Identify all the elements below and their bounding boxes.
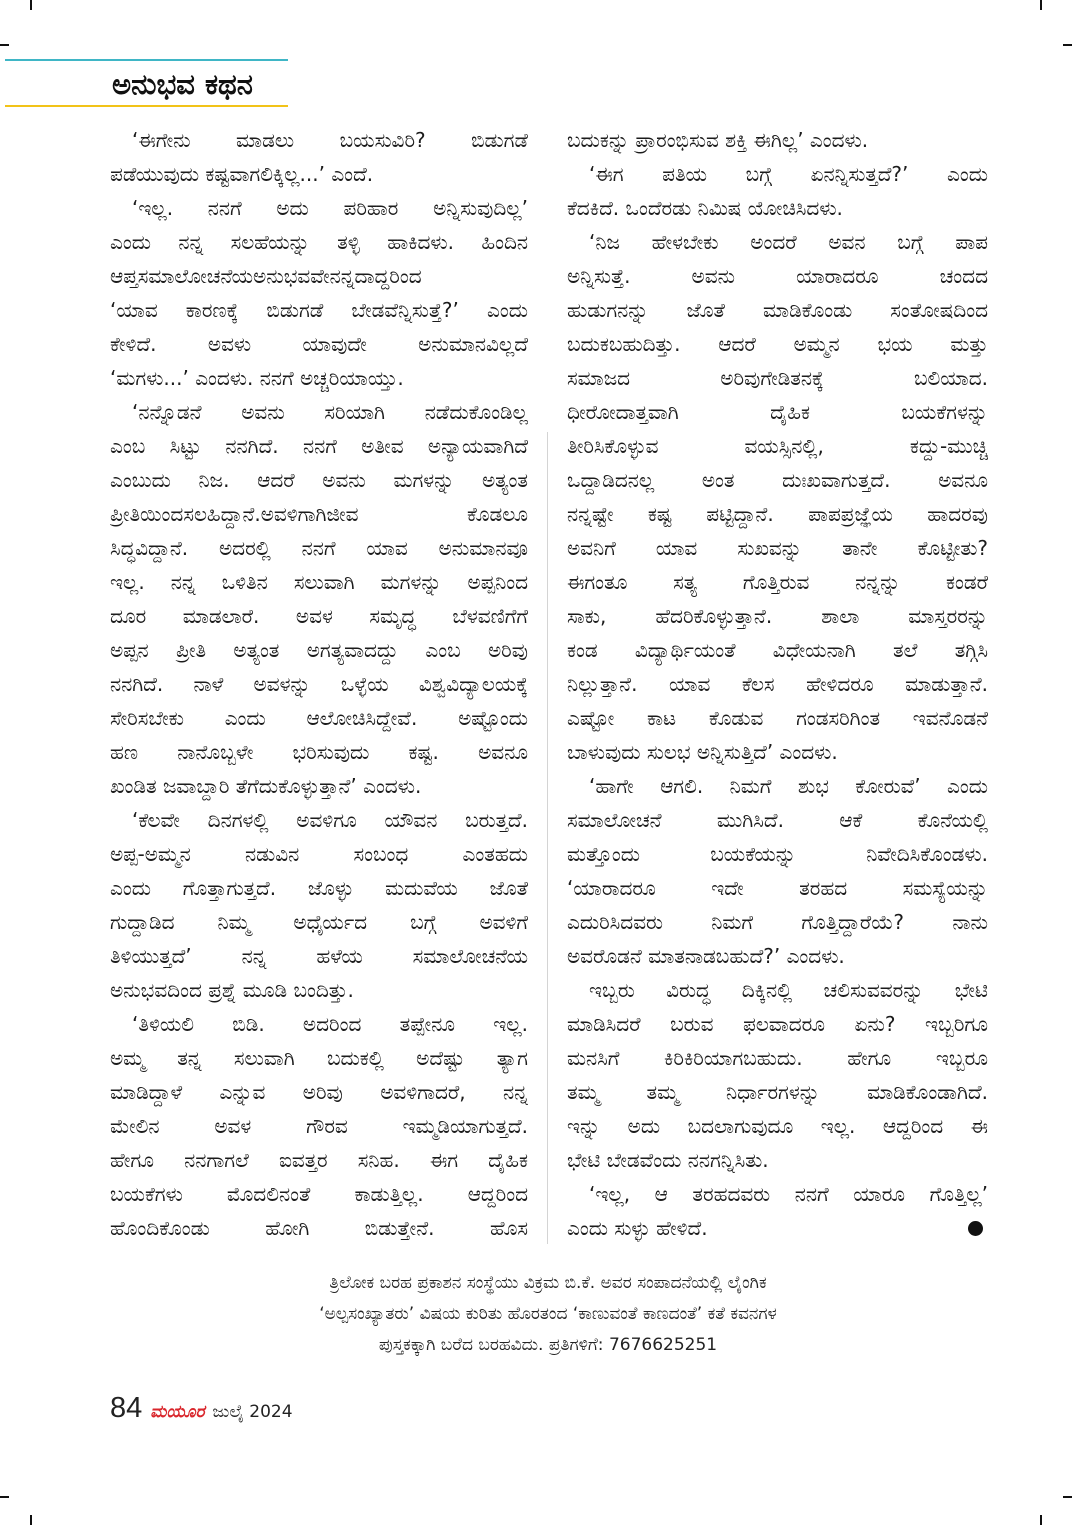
text-line: ಕಂಡ ವಿದ್ಯಾರ್ಥಿಯಂತೆ ವಿಧೇಯನಾಗಿ ತಲೆ ತಗ್ಗಿಸಿ xyxy=(567,638,988,662)
text-line: ಪ್ರೀತಿಯಿಂದಸಲಹಿದ್ದಾನೆ.ಅವಳಿಗಾಗಿಜೀವ ಕೊಡಲೂ xyxy=(110,502,528,526)
text-line: ಇಬ್ಬರು ವಿರುದ್ಧ ದಿಕ್ಕಿನಲ್ಲಿ ಚಲಿಸುವವರನ್ನು ಭೇಟಿ xyxy=(589,978,988,1002)
text-line: ಆಪ್ತಸಮಾಲೋಚನೆಯಅನುಭವವೇನನ್ನದಾದ್ದರಿಂದ xyxy=(110,264,422,288)
header-rule-top xyxy=(5,59,288,61)
text-line: ‘ಇಲ್ಲ. ನನಗೆ ಅದು ಪರಿಹಾರ ಅನ್ನಿಸುವುದಿಲ್ಲ’ xyxy=(132,196,528,220)
text-line: ಹಣ ನಾನೊಬ್ಬಳೇ ಭರಿಸುವುದು ಕಷ್ಟ. ಅವನೂ xyxy=(110,740,528,764)
paragraph xyxy=(567,225,988,769)
paragraph xyxy=(110,123,528,191)
text-line: ಸಾಕು, ಹೆದರಿಕೊಳ್ಳುತ್ತಾನೆ. ಶಾಲಾ ಮಾಸ್ತರರನ್ನು xyxy=(567,604,988,628)
end-of-article-mark xyxy=(968,1221,983,1236)
text-line: ‘ಈಗ ಪತಿಯ ಬಗ್ಗೆ ಏನನ್ನಿಸುತ್ತದೆ?’ ಎಂದು xyxy=(589,162,988,186)
text-line: ಎಂಬ ಸಿಟ್ಟು ನನಗಿದೆ. ನನಗೆ ಅತೀವ ಅನ್ಯಾಯವಾಗಿದೆ xyxy=(110,434,528,458)
text-line: ಹುಡುಗನನ್ನು ಜೊತೆ ಮಾಡಿಕೊಂಡು ಸಂತೋಷದಿಂದ xyxy=(567,298,988,322)
paragraph xyxy=(567,769,988,973)
text-line: ಎಂಬುದು ನಿಜ. ಆದರೆ ಅವನು ಮಗಳನ್ನು ಅತ್ಯಂತ xyxy=(110,468,528,492)
text-line: ಎಂದು ಗೊತ್ತಾಗುತ್ತದೆ. ಜೊಳ್ಳು ಮದುವೆಯ ಜೊತೆ xyxy=(110,876,528,900)
text-line: ಸೇರಿಸಬೇಕು ಎಂದು ಆಲೋಚಿಸಿದ್ದೇವೆ. ಅಷ್ಟೊಂದು xyxy=(110,706,528,730)
text-line: ‘ಈಗೇನು ಮಾಡಲು ಬಯಸುವಿರಿ? ಬಿಡುಗಡೆ xyxy=(132,128,528,152)
text-line: ‘ಮಗಳು...’ ಎಂದಳು. ನನಗೆ ಅಚ್ಚರಿಯಾಯ್ತು. xyxy=(110,366,404,390)
paragraph xyxy=(110,1007,528,1245)
text-line: ನನ್ನಷ್ಟೇ ಕಷ್ಟ ಪಟ್ಟಿದ್ದಾನೆ. ಪಾಪಪ್ರಜ್ಞೆಯ ಹಾದರವು xyxy=(567,502,988,526)
text-line: ನನಗಿದೆ. ನಾಳೆ ಅವಳನ್ನು ಒಳ್ಳೆಯ ವಿಶ್ವವಿದ್ಯಾಲಯಕ್ಕೆ xyxy=(110,672,528,696)
text-line: ಬಾಳುವುದು ಸುಲಭ ಅನ್ನಿಸುತ್ತಿದೆ’ ಎಂದಳು. xyxy=(567,740,838,764)
paragraph xyxy=(110,395,528,803)
source-note-line: ತ್ರಿಲೋಕ ಬರಹ ಪ್ರಕಾಶನ ಸಂಸ್ಥೆಯು ವಿಕ್ರಮ ಬಿ.ಕೆ. ಅವರ ಸಂಪಾದನೆಯಲ್ಲಿ ಲೈಂಗಿಕ xyxy=(329,1273,767,1293)
text-line: ಎಂದು ನನ್ನ ಸಲಹೆಯನ್ನು ತಳ್ಳಿ ಹಾಕಿದಳು. ಹಿಂದಿನ xyxy=(110,230,528,254)
text-line: ಖಂಡಿತ ಜವಾಬ್ದಾರಿ ತೆಗೆದುಕೊಳ್ಳುತ್ತಾನೆ’ ಎಂದಳು. xyxy=(110,774,422,798)
text-line: ಸಿದ್ಧವಿದ್ದಾನೆ. ಅದರಲ್ಲಿ ನನಗೆ ಯಾವ ಅನುಮಾನವೂ xyxy=(110,536,528,560)
text-line: ‘ಕೆಲವೇ ದಿನಗಳಲ್ಲಿ ಅವಳಿಗೂ ಯೌವನ ಬರುತ್ತದೆ. xyxy=(132,808,528,832)
crop-mark xyxy=(1063,44,1072,46)
text-line: ಮಾಡಿದ್ದಾಳೆ ಎನ್ನುವ ಅರಿವು ಅವಳಿಗಾದರೆ, ನನ್ನ xyxy=(110,1080,528,1104)
crop-mark xyxy=(0,44,9,46)
crop-mark xyxy=(1040,1515,1042,1525)
text-line: ಕೆದಕಿದೆ. ಒಂದೆರಡು ನಿಮಿಷ ಯೋಚಿಸಿದಳು. xyxy=(567,196,843,220)
text-line: ಈಗಂತೂ ಸತ್ಯ ಗೊತ್ತಿರುವ ನನ್ನನ್ನು ಕಂಡರೆ xyxy=(567,570,988,594)
text-line: ಅವನಿಗೆ ಯಾವ ಸುಖವನ್ನು ತಾನೇ ಕೊಟ್ಟೀತು? xyxy=(567,536,988,560)
text-line: ಗುದ್ದಾಡಿದ ನಿಮ್ಮ ಅಧೈರ್ಯದ ಬಗ್ಗೆ ಅವಳಿಗೆ xyxy=(110,910,528,934)
text-line: ಹೊಂದಿಕೊಂಡು ಹೋಗಿ ಬಿಡುತ್ತೇನೆ. ಹೊಸ xyxy=(110,1216,528,1240)
text-line: ಎಂದು ಸುಳ್ಳು ಹೇಳಿದೆ. xyxy=(567,1216,708,1240)
text-line: ಅಪ್ಪ-ಅಮ್ಮನ ನಡುವಿನ ಸಂಬಂಧ ಎಂತಹದು xyxy=(110,842,528,866)
crop-mark xyxy=(1040,0,1042,10)
source-note xyxy=(112,1268,984,1361)
issue-date: ಜುಲೈ 2024 xyxy=(212,1402,293,1422)
text-line: ಅಪ್ಪನ ಪ್ರೀತಿ ಅತ್ಯಂತ ಅಗತ್ಯವಾದದ್ದು ಎಂಬ ಅರಿವು xyxy=(110,638,528,662)
crop-mark xyxy=(30,1515,32,1525)
text-line: ದೂರ ಮಾಡಲಾರೆ. ಅವಳ ಸಮೃದ್ಧ ಬೆಳವಣಿಗೆಗೆ xyxy=(110,604,528,628)
column-divider xyxy=(547,432,548,1244)
text-line: ಒದ್ದಾಡಿದನಲ್ಲ ಅಂತ ದುಃಖವಾಗುತ್ತದೆ. ಅವನೂ xyxy=(567,468,988,492)
text-line: ಮಾಡಿಸಿದರೆ ಬರುವ ಫಲವಾದರೂ ಏನು? ಇಬ್ಬರಿಗೂ xyxy=(567,1012,988,1036)
text-line: ಇಲ್ಲ. ನನ್ನ ಒಳಿತಿನ ಸಲುವಾಗಿ ಮಗಳನ್ನು ಅಪ್ಪನಿಂದ xyxy=(110,570,528,594)
article-right-column xyxy=(567,123,988,1247)
text-line: ಅಮ್ಮ ತನ್ನ ಸಲುವಾಗಿ ಬದುಕಲ್ಲಿ ಅದೆಷ್ಟು ತ್ಯಾಗ xyxy=(110,1046,528,1070)
crop-mark xyxy=(0,1496,9,1498)
text-line: ಮನಸಿಗೆ ಕಿರಿಕಿರಿಯಾಗಬಹುದು. ಹೇಗೂ ಇಬ್ಬರೂ xyxy=(567,1046,988,1070)
text-line: ಕೇಳಿದೆ. ಅವಳು ಯಾವುದೇ ಅನುಮಾನವಿಲ್ಲದೆ xyxy=(110,332,528,356)
text-line: ‘ತಿಳಿಯಲಿ ಬಿಡಿ. ಅದರಿಂದ ತಪ್ಪೇನೂ ಇಲ್ಲ. xyxy=(132,1012,528,1036)
text-line: ‘ನನ್ನೊಡನೆ ಅವನು ಸರಿಯಾಗಿ ನಡೆದುಕೊಂಡಿಲ್ಲ xyxy=(132,400,528,424)
paragraph xyxy=(567,123,988,157)
text-line: ಎದುರಿಸಿದವರು ನಿಮಗೆ ಗೊತ್ತಿದ್ದಾರೆಯೆ? ನಾನು xyxy=(567,910,988,934)
text-line: ಅವರೊಡನೆ ಮಾತನಾಡಬಹುದೆ?’ ಎಂದಳು. xyxy=(567,944,845,968)
section-title: ಅನುಭವ ಕಥನ xyxy=(112,67,253,101)
text-line: ನಿಲ್ಲುತ್ತಾನೆ. ಯಾವ ಕೆಲಸ ಹೇಳಿದರೂ ಮಾಡುತ್ತಾನೆ. xyxy=(567,672,988,696)
text-line: ಬಯಕೆಗಳು ಮೊದಲಿನಂತೆ ಕಾಡುತ್ತಿಲ್ಲ. ಆದ್ದರಿಂದ xyxy=(110,1182,528,1206)
source-note-line: ‘ಅಲ್ಪಸಂಖ್ಯಾತರು’ ವಿಷಯ ಕುರಿತು ಹೊರತಂದ ‘ಕಾಣುವಂತೆ ಕಾಣದಂತೆ’ ಕತೆ ಕವನಗಳ xyxy=(319,1304,777,1324)
paragraph xyxy=(567,973,988,1177)
article-left-column xyxy=(110,123,528,1247)
text-line: ‘ಹಾಗೇ ಆಗಲಿ. ನಿಮಗೆ ಶುಭ ಕೋರುವೆ’ ಎಂದು xyxy=(589,774,988,798)
paragraph xyxy=(567,157,988,225)
text-line: ‘ಯಾರಾದರೂ ಇದೇ ತರಹದ ಸಮಸ್ಯೆಯನ್ನು xyxy=(567,876,988,900)
text-line: ಹೇಗೂ ನನಗಾಗಲೆ ಐವತ್ತರ ಸನಿಹ. ಈಗ ದೈಹಿಕ xyxy=(110,1148,528,1172)
text-line: ಭೇಟಿ ಬೇಡವೆಂದು ನನಗನ್ನಿಸಿತು. xyxy=(567,1148,769,1172)
header-rule-bottom xyxy=(5,105,288,107)
text-line: ಅನುಭವದಿಂದ ಪ್ರಶ್ನೆ ಮೂಡಿ ಬಂದಿತ್ತು. xyxy=(110,978,354,1002)
magazine-logo: ಮಯೂರ xyxy=(150,1402,205,1422)
paragraph xyxy=(110,191,528,395)
paragraph xyxy=(567,1177,988,1245)
text-line: ಪಡೆಯುವುದು ಕಷ್ಟವಾಗಲಿಕ್ಕಿಲ್ಲ...’ ಎಂದೆ. xyxy=(110,162,374,186)
source-note-line: ಪುಸ್ತಕಕ್ಕಾಗಿ ಬರೆದ ಬರಹವಿದು. ಪ್ರತಿಗಳಿಗೆ: 7676625251 xyxy=(378,1335,718,1355)
text-line: ತಮ್ಮ ತಮ್ಮ ನಿರ್ಧಾರಗಳನ್ನು ಮಾಡಿಕೊಂಡಾಗಿದೆ. xyxy=(567,1080,988,1104)
text-line: ‘ಇಲ್ಲ, ಆ ತರಹದವರು ನನಗೆ ಯಾರೂ ಗೊತ್ತಿಲ್ಲ’ xyxy=(589,1182,988,1206)
text-line: ಇನ್ನು ಅದು ಬದಲಾಗುವುದೂ ಇಲ್ಲ. ಆದ್ದರಿಂದ ಈ xyxy=(567,1114,988,1138)
text-line: ಬದುಕನ್ನು ಪ್ರಾರಂಭಿಸುವ ಶಕ್ತಿ ಈಗಿಲ್ಲ’ ಎಂದಳು. xyxy=(567,128,869,152)
crop-mark xyxy=(30,0,32,10)
text-line: ‘ನಿಜ ಹೇಳಬೇಕು ಅಂದರೆ ಅವನ ಬಗ್ಗೆ ಪಾಪ xyxy=(589,230,988,254)
text-line: ಅನ್ನಿಸುತ್ತೆ. ಅವನು ಯಾರಾದರೂ ಚಂದದ xyxy=(567,264,988,288)
text-line: ತಿಳಿಯುತ್ತದೆ’ ನನ್ನ ಹಳೆಯ ಸಮಾಲೋಚನೆಯ xyxy=(110,944,528,968)
text-line: ಬದುಕಬಹುದಿತ್ತು. ಆದರೆ ಅಮ್ಮನ ಭಯ ಮತ್ತು xyxy=(567,332,988,356)
text-line: ಸಮಾಲೋಚನೆ ಮುಗಿಸಿದೆ. ಆಕೆ ಕೊನೆಯಲ್ಲಿ xyxy=(567,808,988,832)
crop-mark xyxy=(1063,1496,1072,1498)
text-line: ತೀರಿಸಿಕೊಳ್ಳುವ ವಯಸ್ಸಿನಲ್ಲಿ, ಕದ್ದು-ಮುಚ್ಚಿ xyxy=(567,434,988,458)
text-line: ‘ಯಾವ ಕಾರಣಕ್ಕೆ ಬಿಡುಗಡೆ ಬೇಡವೆನ್ನಿಸುತ್ತೆ?’ ಎಂದು xyxy=(110,298,528,322)
paragraph xyxy=(110,803,528,1007)
text-line: ಮೇಲಿನ ಅವಳ ಗೌರವ ಇಮ್ಮಡಿಯಾಗುತ್ತದೆ. xyxy=(110,1114,528,1138)
text-line: ಧೀರೋದಾತ್ತವಾಗಿ ದೈಹಿಕ ಬಯಕೆಗಳನ್ನು xyxy=(567,400,988,424)
text-line: ಸಮಾಜದ ಅರಿವುಗೇಡಿತನಕ್ಕೆ ಬಲಿಯಾದ. xyxy=(567,366,988,390)
text-line: ಮತ್ತೊಂದು ಬಯಕೆಯನ್ನು ನಿವೇದಿಸಿಕೊಂಡಳು. xyxy=(567,842,988,866)
page-footer xyxy=(110,1392,293,1432)
page-number: 84 xyxy=(110,1392,143,1424)
text-line: ಎಷ್ಟೋ ಕಾಟ ಕೊಡುವ ಗಂಡಸರಿಗಿಂತ ಇವನೊಡನೆ xyxy=(567,706,988,730)
